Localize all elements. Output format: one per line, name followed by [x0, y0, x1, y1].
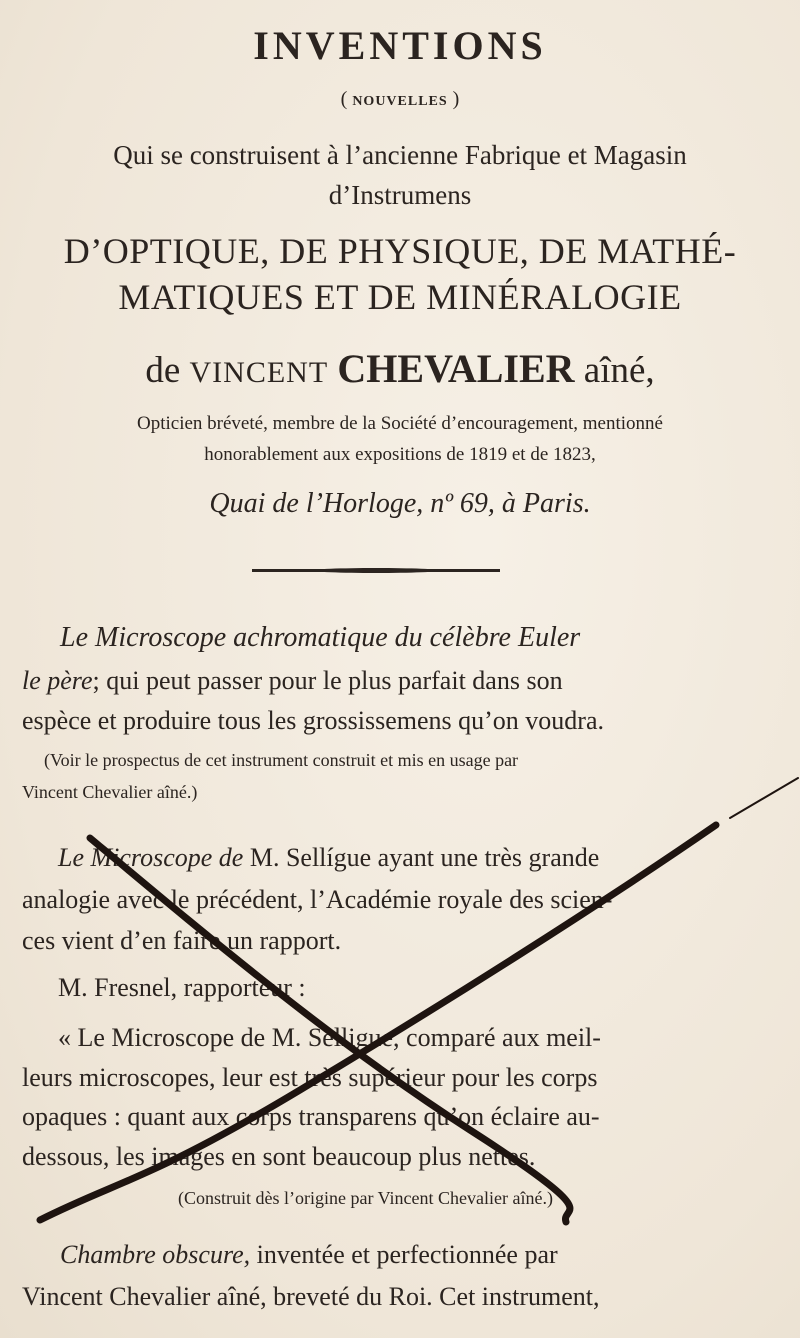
ornamental-rule — [252, 569, 500, 572]
subtitle-word: NOUVELLES — [352, 94, 448, 109]
heading-line-1: Qui se construisent à l’ancienne Fabrique et Magasin — [113, 140, 687, 170]
p1-line-3: espèce et produire tous les grossissemens qu’on voudra. — [22, 706, 604, 735]
p2-line-8: dessous, les images en sont beaucoup plus nettes. — [22, 1142, 536, 1171]
maker-suffix: aîné, — [583, 350, 655, 391]
crossout-flourish — [730, 778, 798, 818]
p1-line-1: Le Microscope achromatique du célèbre Euler — [60, 622, 581, 653]
heading-line-4: MATIQUES ET DE MINÉRALOGIE — [118, 277, 682, 317]
p1-note-1: (Voir le prospectus de cet instrument construit et mis en usage par — [44, 750, 519, 770]
heading-line-3: D’OPTIQUE, DE PHYSIQUE, DE MATHÉ- — [63, 231, 737, 271]
p2-note: (Construit dès l’origine par Vincent Chevalier aîné.) — [178, 1188, 553, 1208]
subtitle-paren-open: ( — [340, 88, 348, 110]
p3-line-2: Vincent Chevalier aîné, breveté du Roi. Cet instrument, — [22, 1282, 600, 1311]
p3-line-1-rest: inventée et perfectionnée par — [256, 1240, 558, 1269]
heading-subtitle — [0, 88, 800, 111]
p2-line-1-rest: M. Sellígue ayant une très grande — [249, 843, 600, 872]
p2-line-3: ces vient d’en faire un rapport. — [22, 926, 342, 955]
heading-title: INVENTIONS — [253, 23, 547, 68]
p2-line-4: M. Fresnel, rapporteur : — [58, 973, 306, 1002]
p1-line-2 — [22, 666, 563, 696]
p3-line-1 — [60, 1240, 558, 1270]
p3-line-1-italic: Chambre obscure, — [60, 1240, 251, 1269]
maker-line — [0, 345, 800, 392]
p1-line-2-italic: le père — [22, 666, 93, 695]
p1-line-2-rest: ; qui peut passer pour le plus parfait dans son — [92, 666, 563, 695]
maker-first-name: VINCENT — [189, 356, 329, 389]
p2-line-5: « Le Microscope de M. Selligue, comparé aux meil- — [58, 1023, 601, 1052]
credentials-line-1: Opticien bréveté, membre de la Société d’encouragement, mentionné — [137, 413, 663, 434]
p2-line-1 — [58, 843, 599, 873]
maker-last-name: CHEVALIER — [337, 346, 575, 391]
heading-line-2: d’Instrumens — [328, 180, 472, 210]
maker-de: de — [145, 350, 181, 391]
p2-line-2: analogie avec le précédent, l’Académie royale des scien- — [22, 885, 613, 914]
subtitle-paren-close: ) — [452, 88, 460, 110]
p2-line-6: leurs microscopes, leur est très supérieur pour les corps — [22, 1063, 598, 1092]
credentials-line-2: honorablement aux expositions de 1819 et de 1823, — [204, 444, 596, 465]
p2-line-1-italic: Le Microscope de — [58, 843, 244, 872]
p2-line-7: opaques : quant aux corps transparens qu’on éclaire au- — [22, 1102, 600, 1131]
address-line: Quai de l’Horloge, nº 69, à Paris. — [209, 488, 591, 519]
p1-note-2: Vincent Chevalier aîné.) — [22, 782, 198, 802]
